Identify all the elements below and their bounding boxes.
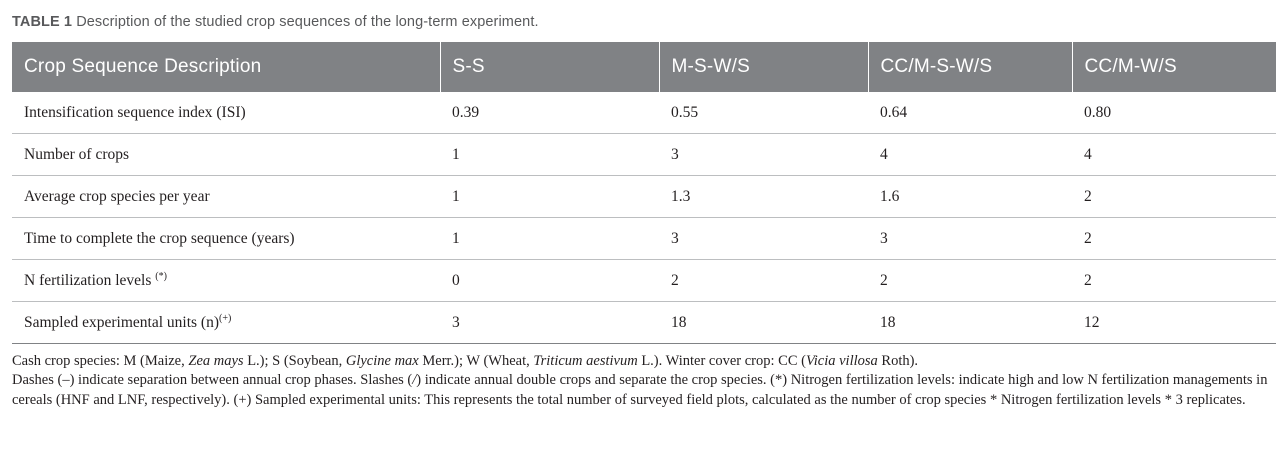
footnote-text: Merr.); W (Wheat, [418, 353, 534, 369]
cell-value: 1.3 [659, 176, 868, 218]
cell-value: 3 [659, 134, 868, 176]
table-body [12, 92, 1276, 344]
cell-value: 2 [1072, 176, 1276, 218]
footnote-text: Cash crop species: M (Maize, [12, 353, 189, 369]
table-caption-text: Description of the studied crop sequences of the long-term experiment. [76, 14, 539, 30]
row-label-text: Number of crops [24, 145, 130, 163]
footnote-text: Dashes (–) indicate separation between annual crop phases. Slashes ( [12, 372, 413, 389]
species-name-italic: Triticum aestivum [533, 353, 638, 369]
footnote-species [12, 352, 1280, 371]
cell-value: 1.6 [868, 176, 1072, 218]
cell-value: 3 [440, 302, 659, 344]
row-label-text: Intensification sequence index (ISI) [24, 103, 246, 121]
species-name-italic: Zea mays [188, 353, 244, 369]
column-header-msws: M-S-W/S [659, 42, 868, 92]
cell-value: 3 [868, 218, 1072, 260]
footnote-text: Roth). [877, 353, 919, 369]
cell-value: 18 [659, 302, 868, 344]
cell-value: 12 [1072, 302, 1276, 344]
table-row [12, 218, 1276, 260]
cell-value: 18 [868, 302, 1072, 344]
row-label [12, 260, 440, 302]
row-label [12, 92, 440, 134]
cell-value: 4 [1072, 134, 1276, 176]
row-label [12, 134, 440, 176]
cell-value: 0.55 [659, 92, 868, 134]
footnote-text: ) indicate annual double crops and separate the crop species. (*) Nitrogen fertilization levels: indicate high and low N fertilization managements in cereals (HNF and LNF, respectively). (+) Sampled experimental units: This represents the total number of surveyed field plots, calculated as the number of crop species * Nitrogen fertilization levels * 3 replicates. [12, 372, 1268, 408]
cell-value: 4 [868, 134, 1072, 176]
cell-value: 1 [440, 218, 659, 260]
cell-value: 0 [440, 260, 659, 302]
table-row [12, 302, 1276, 344]
row-label-text: Time to complete the crop sequence (years) [24, 229, 295, 247]
cell-value: 0.80 [1072, 92, 1276, 134]
slash-italic: / [412, 372, 417, 389]
column-header-ccmsws: CC/M-S-W/S [868, 42, 1072, 92]
row-label-text: Sampled experimental units (n) [24, 313, 219, 331]
row-label-superscript: (+) [219, 312, 232, 324]
row-label-superscript: (*) [155, 270, 167, 282]
footnote-text: L.); S (Soybean, [243, 353, 346, 369]
column-header-ccmws: CC/M-W/S [1072, 42, 1276, 92]
cell-value: 2 [1072, 260, 1276, 302]
table-header [12, 42, 1276, 92]
table-row [12, 134, 1276, 176]
row-label [12, 218, 440, 260]
table-row [12, 92, 1276, 134]
cell-value: 0.39 [440, 92, 659, 134]
table-header-row [12, 42, 1276, 92]
row-label-text: N fertilization levels [24, 271, 156, 289]
cell-value: 2 [868, 260, 1072, 302]
row-label [12, 302, 440, 344]
table-caption-label: TABLE 1 [12, 14, 73, 30]
cell-value: 2 [1072, 218, 1276, 260]
cell-value: 1 [440, 134, 659, 176]
row-label [12, 176, 440, 218]
table-footnotes [12, 352, 1280, 410]
table-caption [12, 14, 1272, 30]
footnote-notation [12, 371, 1280, 410]
cell-value: 2 [659, 260, 868, 302]
species-name-italic: Vicia villosa [805, 353, 878, 369]
row-label-text: Average crop species per year [24, 187, 210, 205]
species-name-italic: Glycine max [345, 353, 419, 369]
table-row [12, 260, 1276, 302]
footnote-text: L.). Winter cover crop: CC ( [637, 353, 806, 369]
table-row [12, 176, 1276, 218]
cell-value: 3 [659, 218, 868, 260]
crop-sequence-table [12, 42, 1276, 344]
cell-value: 1 [440, 176, 659, 218]
cell-value: 0.64 [868, 92, 1072, 134]
column-header-description: Crop Sequence Description [12, 42, 440, 92]
column-header-ss: S-S [440, 42, 659, 92]
